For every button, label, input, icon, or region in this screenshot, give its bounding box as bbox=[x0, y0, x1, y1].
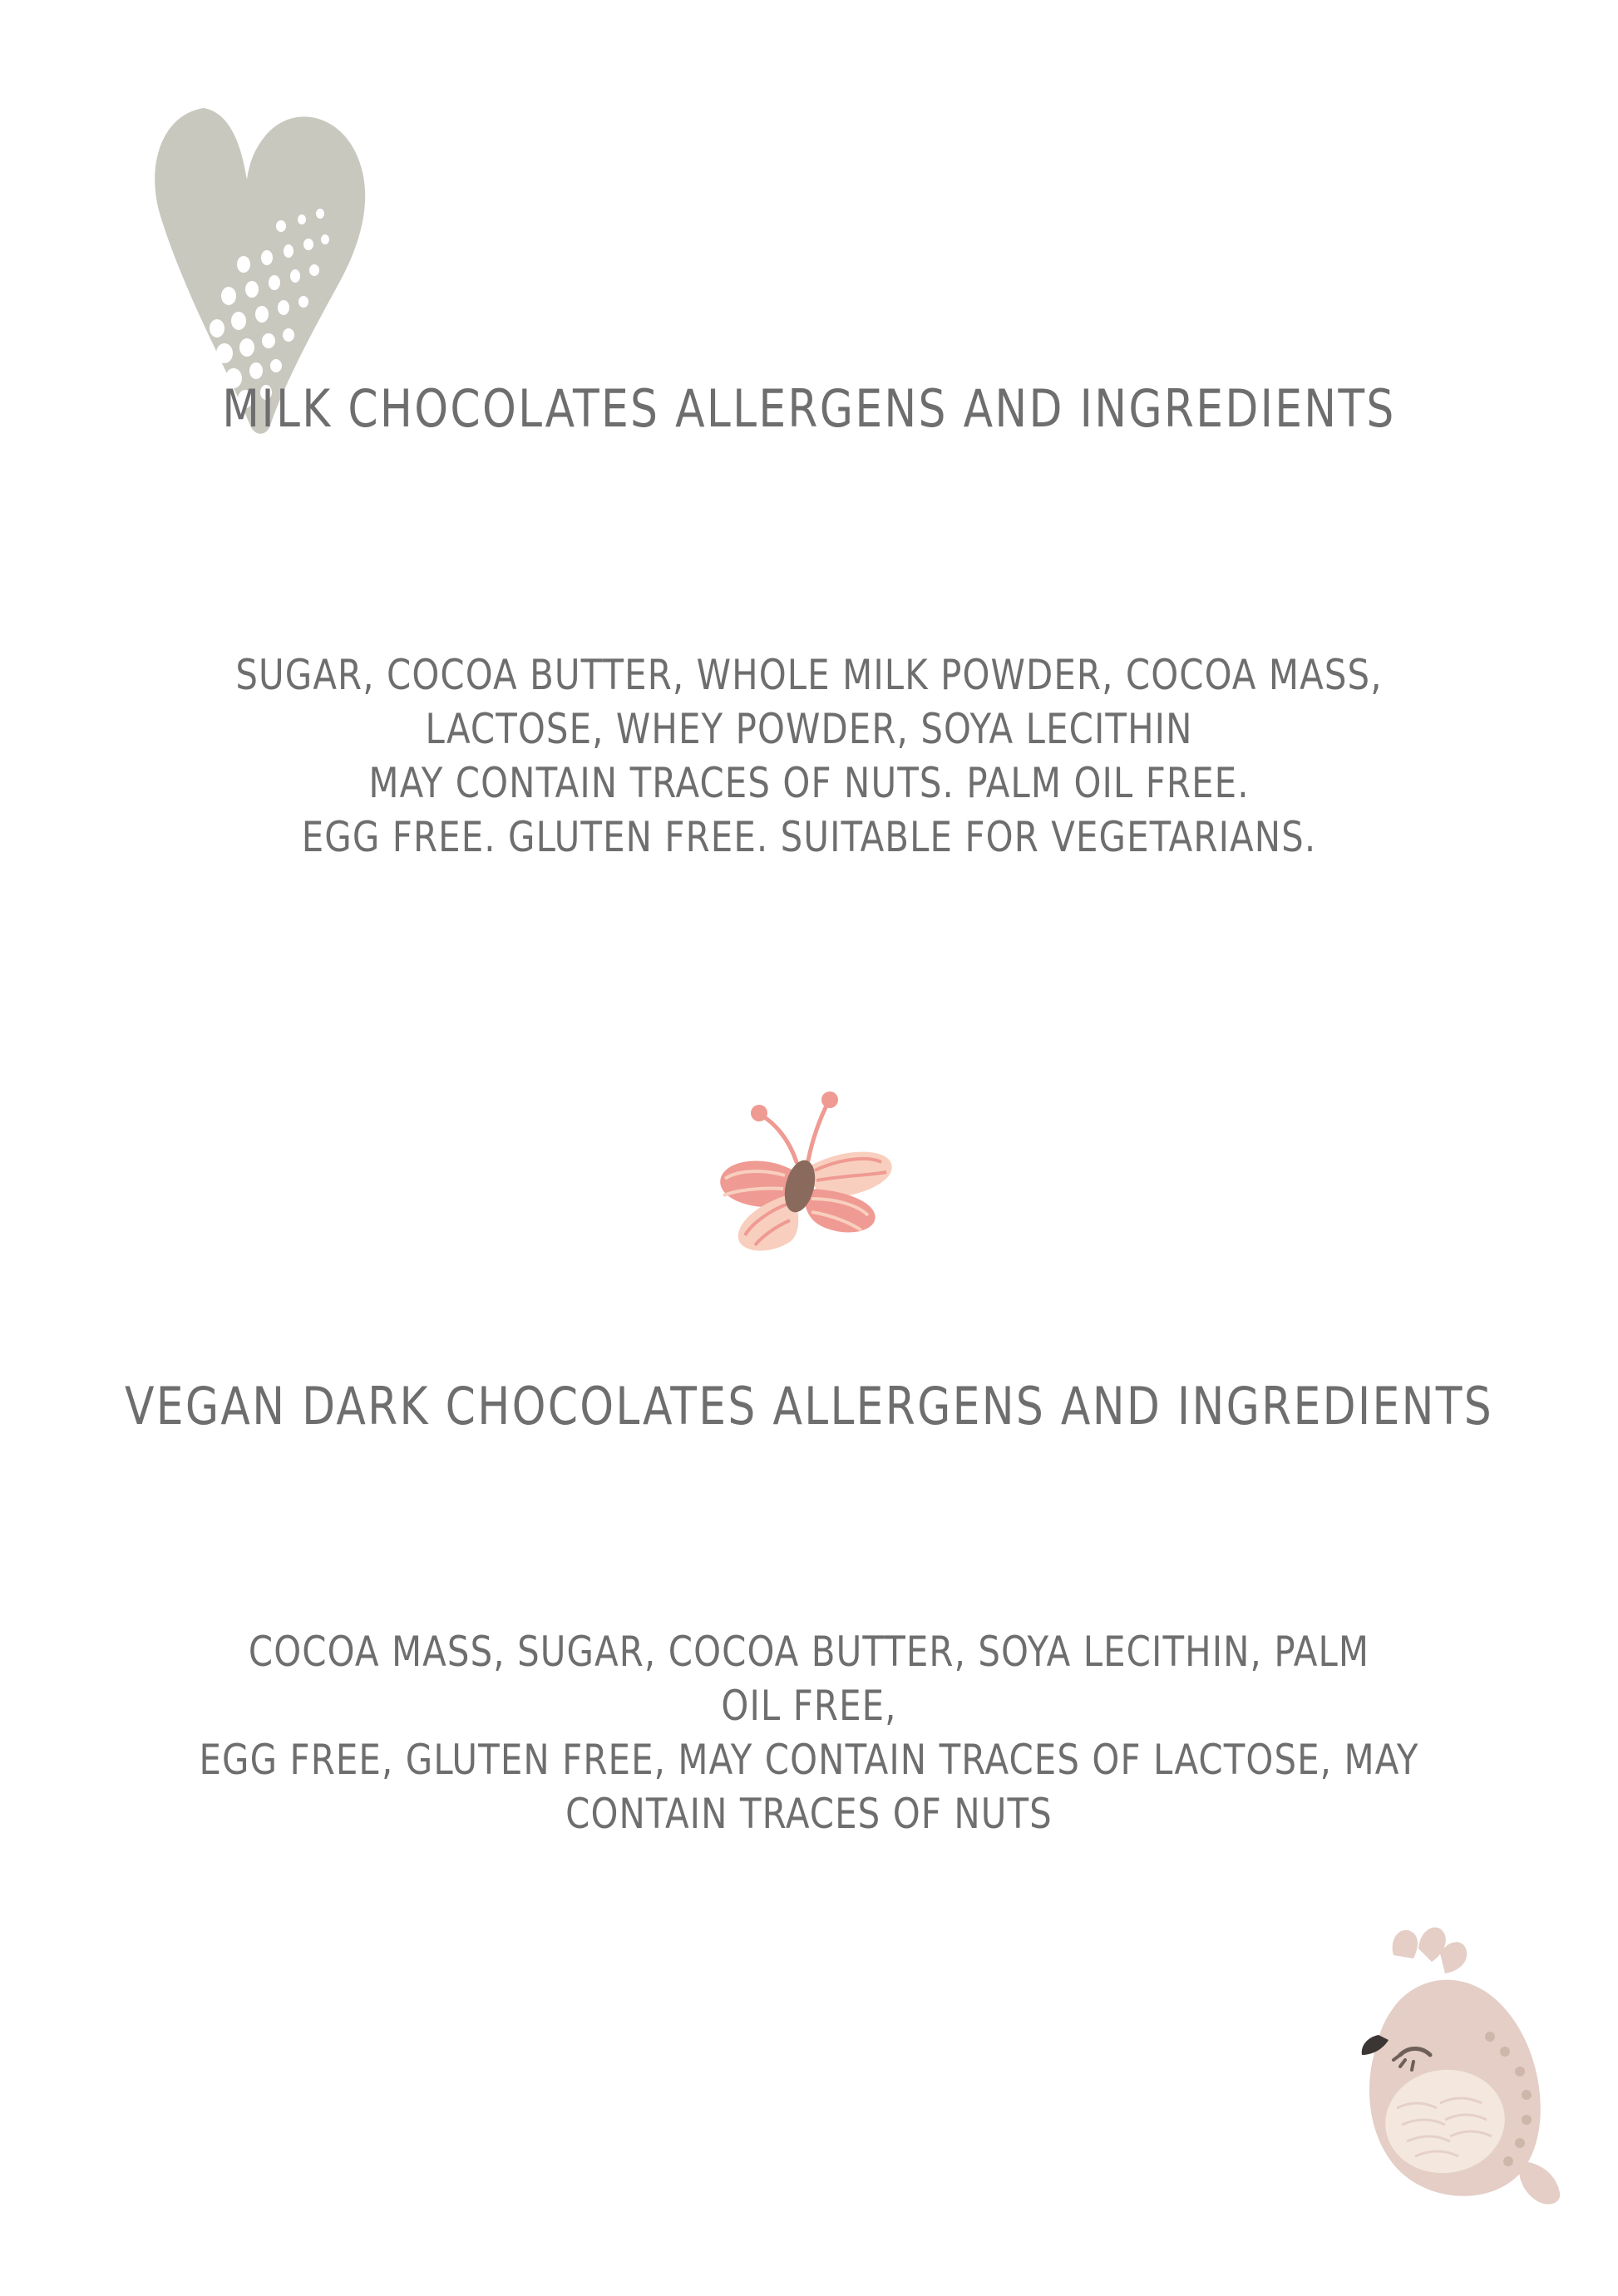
milk-ingredients-line-1: SUGAR, COCOA BUTTER, WHOLE MILK POWDER, COCOA MASS, bbox=[235, 651, 1383, 699]
vegan-section-heading bbox=[57, 1376, 1561, 1436]
vegan-ingredients-line-2: OIL FREE, bbox=[721, 1682, 897, 1730]
milk-heading-line-1: MILK CHOCOLATES ALLERGENS AND INGREDIENTS bbox=[222, 378, 1396, 439]
vegan-ingredients-line-1: COCOA MASS, SUGAR, COCOA BUTTER, SOYA LECITHIN, PALM bbox=[248, 1628, 1370, 1676]
milk-ingredients-line-4: EGG FREE. GLUTEN FREE. SUITABLE FOR VEGETARIANS. bbox=[301, 813, 1317, 861]
milk-ingredients-line-3: MAY CONTAIN TRACES OF NUTS. PALM OIL FREE. bbox=[368, 759, 1250, 807]
vegan-heading-line-1: VEGAN DARK CHOCOLATES ALLERGENS AND INGREDIENTS bbox=[124, 1376, 1494, 1436]
vegan-ingredients-line-4: CONTAIN TRACES OF NUTS bbox=[565, 1790, 1053, 1838]
bird-icon bbox=[1231, 1912, 1563, 2261]
vegan-ingredients-line-3: EGG FREE, GLUTEN FREE, MAY CONTAIN TRACES OF LACTOSE, MAY bbox=[199, 1736, 1419, 1784]
milk-ingredients-line-2: LACTOSE, WHEY POWDER, SOYA LECITHIN bbox=[425, 705, 1193, 753]
milk-section-heading bbox=[57, 378, 1561, 439]
vegan-section-ingredients bbox=[57, 1625, 1561, 1841]
milk-section-ingredients bbox=[57, 648, 1561, 865]
butterfly-icon bbox=[690, 1072, 923, 1305]
